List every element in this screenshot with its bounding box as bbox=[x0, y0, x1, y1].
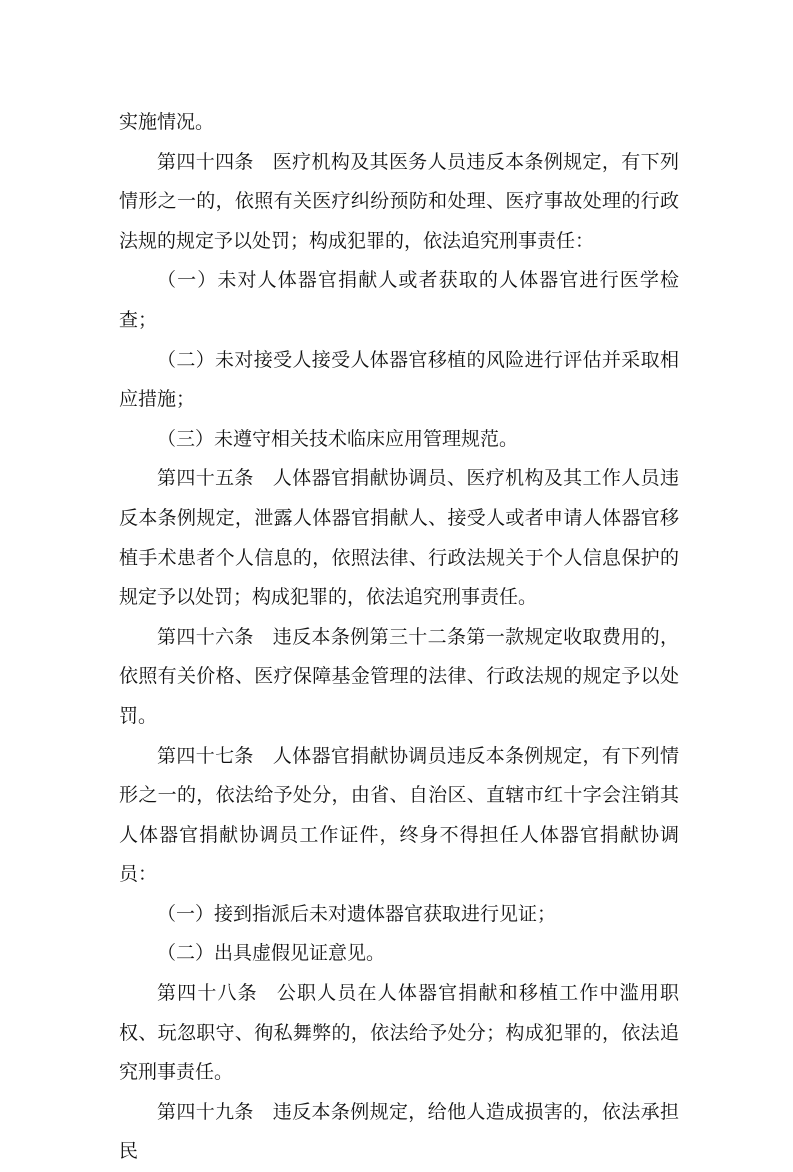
article-47-item-2 bbox=[119, 934, 679, 974]
article-47-item-1 bbox=[119, 895, 679, 935]
article-44-item-2 bbox=[119, 341, 679, 420]
paragraph-text: 医疗机构及其医务人员违反本条例规定，有下列情形之一的，依照有关医疗纠纷预防和处理、医疗事故处理的行政法规的规定予以处罚；构成犯罪的，依法追究刑事责任： bbox=[119, 150, 679, 252]
paragraph-text: 公职人员在人体器官捐献和移植工作中滥用职权、玩忽职守、徇私舞弊的，依法给予处分；构成犯罪的，依法追究刑事责任。 bbox=[119, 982, 679, 1084]
article-number: 第四十六条 bbox=[157, 625, 254, 648]
paragraph-text: 违反本条例第三十二条第一款规定收取费用的，依照有关价格、医疗保障基金管理的法律、行政法规的规定予以处罚。 bbox=[119, 625, 679, 727]
paragraph-text: 违反本条例规定，给他人造成损害的，依法承担民 bbox=[119, 1100, 679, 1163]
paragraph-text: （二）未对接受人接受人体器官移植的风险进行评估并采取相应措施； bbox=[119, 348, 679, 411]
article-number: 第四十七条 bbox=[157, 744, 254, 767]
article-48 bbox=[119, 974, 679, 1093]
article-44-item-1 bbox=[119, 261, 679, 340]
article-number: 第四十八条 bbox=[157, 982, 258, 1005]
article-46 bbox=[119, 618, 679, 737]
paragraph-text: （一）接到指派后未对遗体器官获取进行见证； bbox=[157, 902, 557, 925]
article-44-item-3 bbox=[119, 420, 679, 460]
paragraph-text: 实施情况。 bbox=[119, 111, 215, 133]
paragraph-text: （一）未对人体器官捐献人或者获取的人体器官进行医学检查； bbox=[119, 269, 679, 331]
paragraph-text: （三）未遵守相关技术临床应用管理规范。 bbox=[157, 427, 519, 450]
article-47 bbox=[119, 737, 679, 895]
paragraph-continuation bbox=[119, 103, 679, 143]
paragraph-text: （二）出具虚假见证意见。 bbox=[157, 942, 386, 965]
article-44 bbox=[119, 143, 679, 262]
article-number: 第四十九条 bbox=[157, 1100, 254, 1123]
article-number: 第四十四条 bbox=[157, 150, 254, 173]
article-number: 第四十五条 bbox=[157, 467, 254, 490]
article-49 bbox=[119, 1093, 679, 1172]
paragraph-text: 人体器官捐献协调员、医疗机构及其工作人员违反本条例规定，泄露人体器官捐献人、接受人或者申请人体器官移植手术患者个人信息的，依照法律、行政法规关于个人信息保护的规定予以处罚；构成犯罪的，依法追究刑事责任。 bbox=[119, 467, 679, 609]
paragraph-text: 人体器官捐献协调员违反本条例规定，有下列情形之一的，依法给予处分，由省、自治区、直辖市红十字会注销其人体器官捐献协调员工作证件，终身不得担任人体器官捐献协调员： bbox=[119, 744, 679, 886]
document-body bbox=[119, 103, 679, 1172]
article-45 bbox=[119, 459, 679, 617]
